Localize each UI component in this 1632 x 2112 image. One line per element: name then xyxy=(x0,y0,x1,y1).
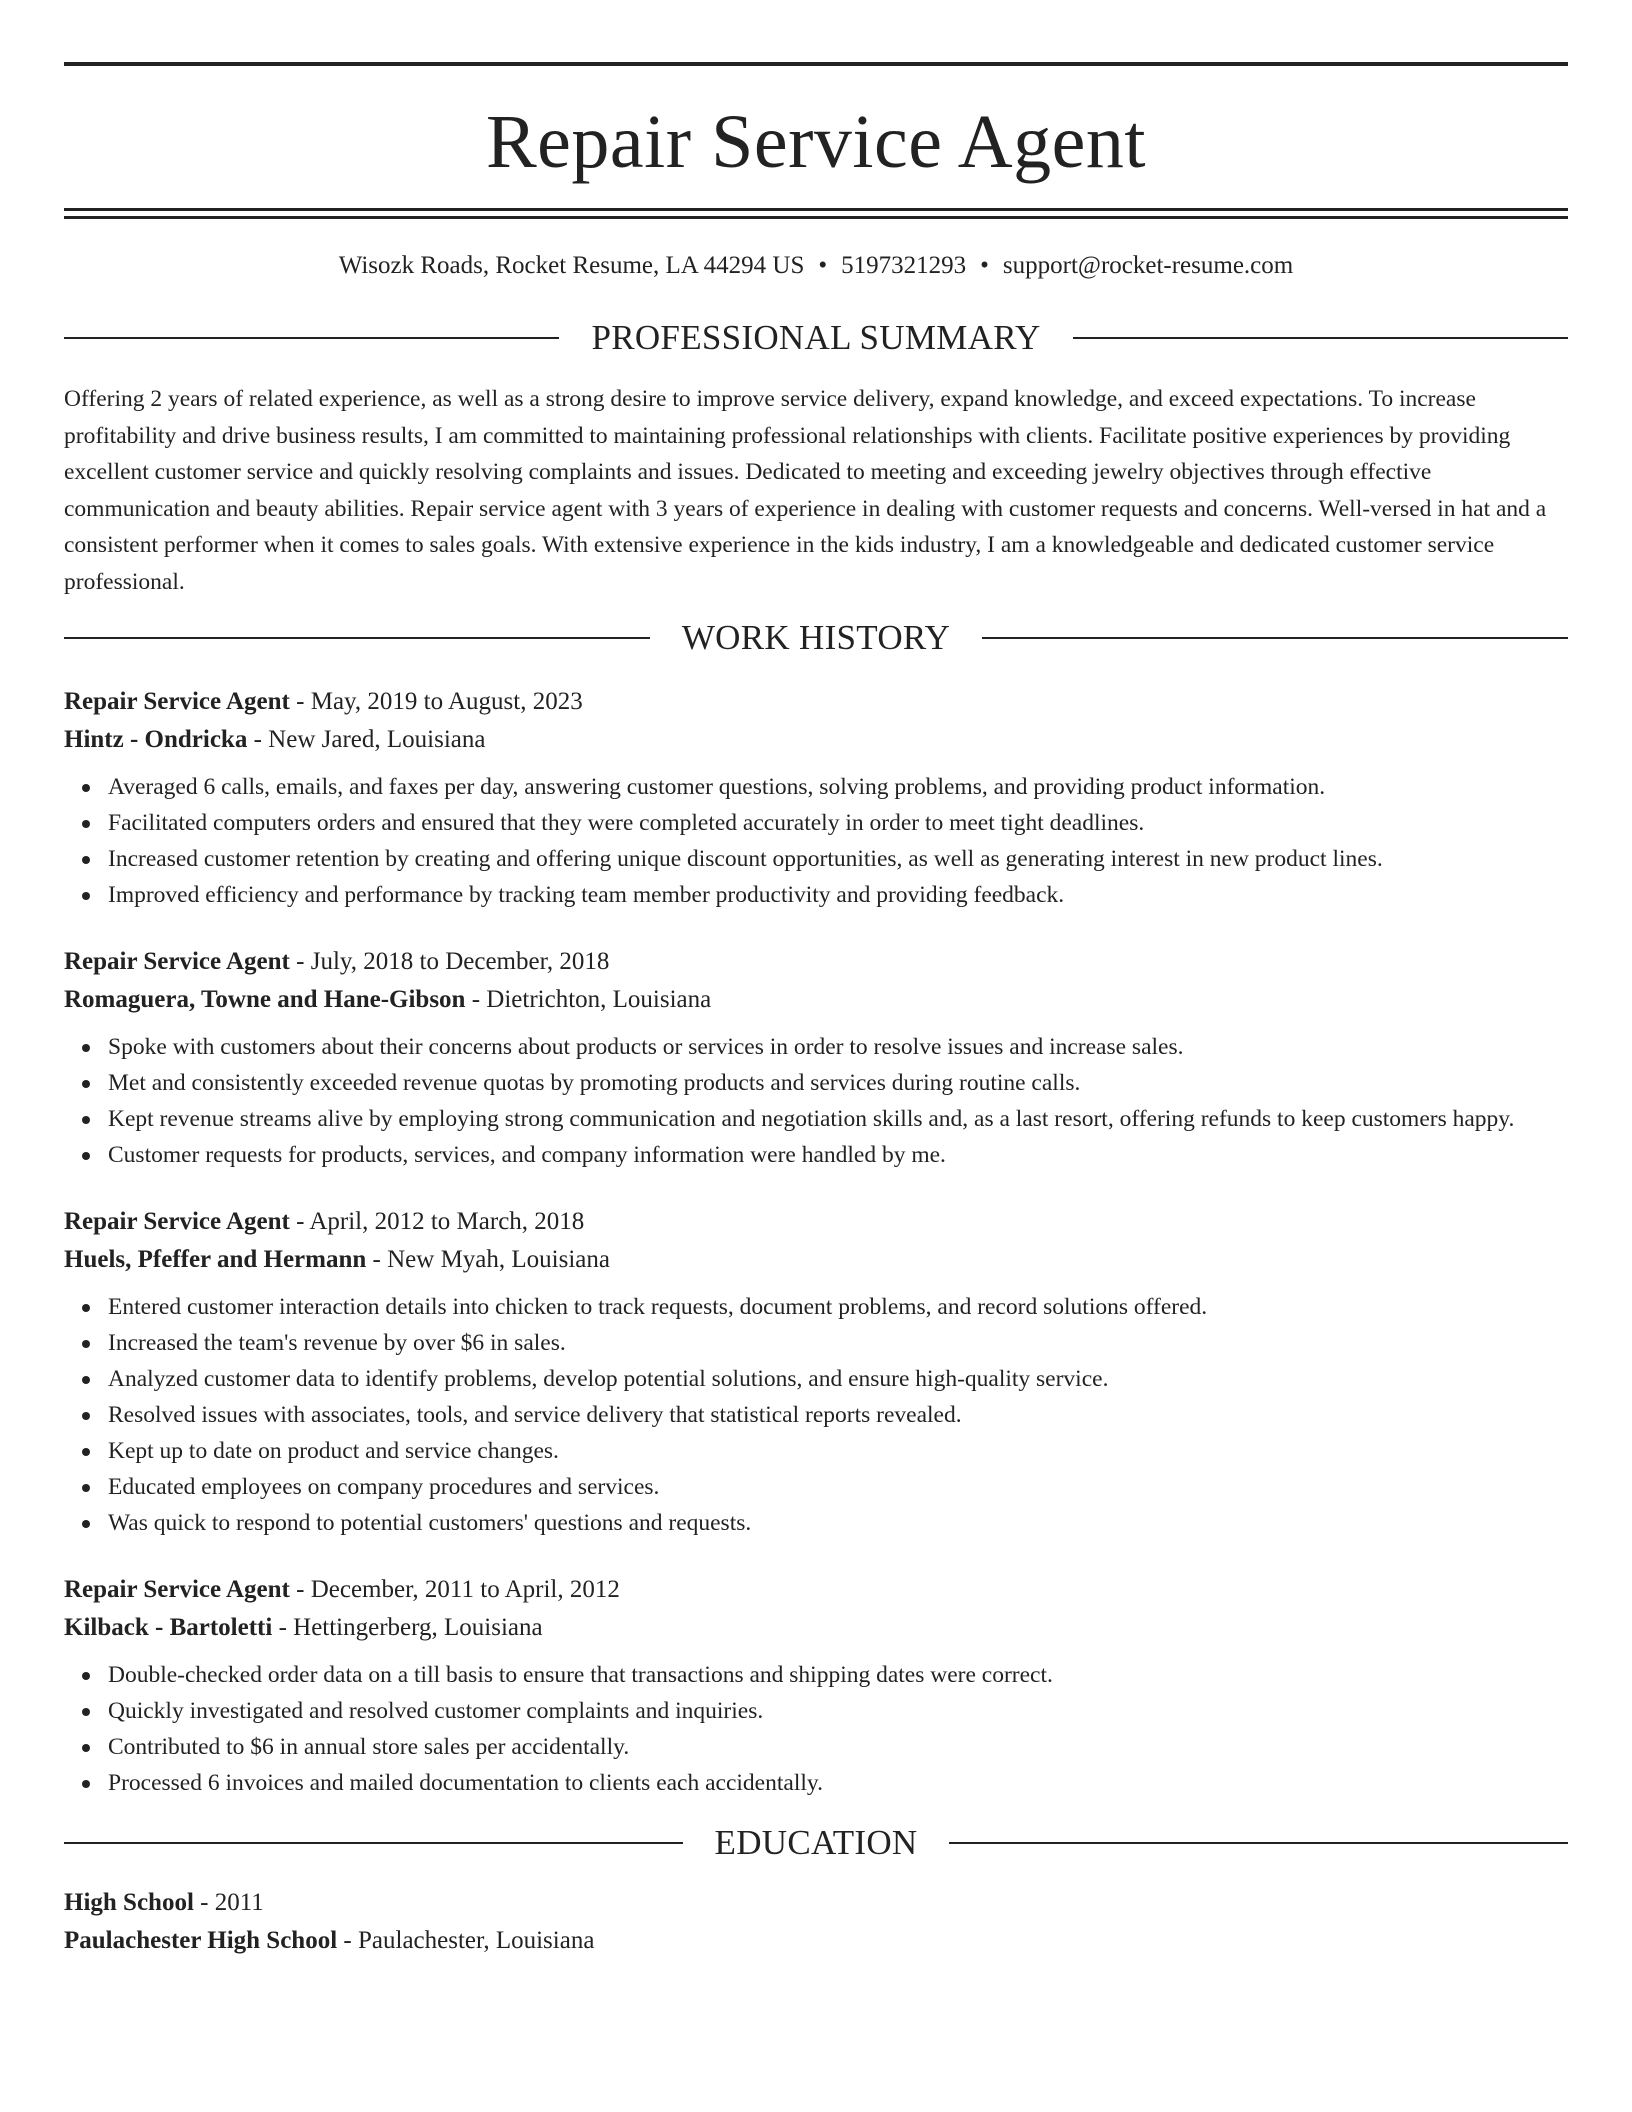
job-title-line: Repair Service Agent - December, 2011 to April, 2012 xyxy=(64,1576,620,1603)
education-school: Paulachester High School xyxy=(64,1927,338,1954)
job-bullets xyxy=(64,1029,1568,1173)
job-bullet: Double-checked order data on a till basis to ensure that transactions and shipping dates were correct. xyxy=(108,1657,1568,1693)
job-bullet: Was quick to respond to potential customers' questions and requests. xyxy=(108,1505,1568,1541)
job-bullet: Customer requests for products, services, and company information were handled by me. xyxy=(108,1137,1568,1173)
job-bullet: Improved efficiency and performance by tracking team member productivity and providing feedback. xyxy=(108,877,1568,913)
job-location: New Myah, Louisiana xyxy=(387,1246,610,1273)
job-bullet: Met and consistently exceeded revenue quotas by promoting products and services during routine calls. xyxy=(108,1065,1568,1101)
work-history-heading-label: WORK HISTORY xyxy=(681,618,951,657)
job-title-line: Repair Service Agent - July, 2018 to December, 2018 xyxy=(64,948,610,975)
job-title: Repair Service Agent xyxy=(64,688,290,715)
heading-rule-left xyxy=(64,337,559,339)
top-divider xyxy=(64,62,1568,66)
job-location: Dietrichton, Louisiana xyxy=(486,986,712,1013)
job-dates: April, 2012 to March, 2018 xyxy=(309,1208,585,1235)
job-dates: May, 2019 to August, 2023 xyxy=(310,688,583,715)
contact-separator: • xyxy=(818,252,828,279)
contact-address: Wisozk Roads, Rocket Resume, LA 44294 US xyxy=(338,252,805,279)
job-location: New Jared, Louisiana xyxy=(268,726,486,753)
job-title-line: Repair Service Agent - April, 2012 to March, 2018 xyxy=(64,1208,585,1235)
job-entry xyxy=(64,1571,1568,1801)
job-bullet: Analyzed customer data to identify problems, develop potential solutions, and ensure high-quality service. xyxy=(108,1361,1568,1397)
heading-rule-right xyxy=(982,637,1568,639)
job-entry xyxy=(64,683,1568,913)
contact-email: support@rocket-resume.com xyxy=(1002,252,1294,279)
education-degree-line: High School - 2011 xyxy=(64,1889,264,1916)
job-bullet: Averaged 6 calls, emails, and faxes per day, answering customer questions, solving problems, and providing product information. xyxy=(108,769,1568,805)
job-title-line: Repair Service Agent - May, 2019 to August, 2023 xyxy=(64,688,583,715)
job-company-line: Hintz - Ondricka - New Jared, Louisiana xyxy=(64,726,486,753)
job-dates: July, 2018 to December, 2018 xyxy=(310,948,610,975)
job-bullet: Increased customer retention by creating and offering unique discount opportunities, as well as generating interest in new product lines. xyxy=(108,841,1568,877)
job-bullets xyxy=(64,769,1568,913)
resume-name: Repair Service Agent xyxy=(485,100,1146,184)
education-entry xyxy=(64,1884,1568,1960)
job-bullet: Kept up to date on product and service changes. xyxy=(108,1433,1568,1469)
heading-rule-left xyxy=(64,637,650,639)
job-company-line: Huels, Pfeffer and Hermann - New Myah, Louisiana xyxy=(64,1246,610,1273)
job-entry xyxy=(64,1203,1568,1541)
education-degree: High School xyxy=(64,1889,194,1916)
contact-separator: • xyxy=(980,252,989,279)
job-bullet: Processed 6 invoices and mailed documentation to clients each accidentally. xyxy=(108,1765,1568,1801)
job-bullets xyxy=(64,1289,1568,1541)
job-title: Repair Service Agent xyxy=(64,1576,290,1603)
heading-rule-left xyxy=(64,1842,683,1844)
job-bullet: Quickly investigated and resolved customer complaints and inquiries. xyxy=(108,1693,1568,1729)
job-list xyxy=(64,683,1568,1801)
job-title: Repair Service Agent xyxy=(64,948,290,975)
job-bullet: Contributed to $6 in annual store sales per accidentally. xyxy=(108,1729,1568,1765)
job-company-line: Romaguera, Towne and Hane-Gibson - Dietrichton, Louisiana xyxy=(64,986,712,1013)
summary-text: Offering 2 years of related experience, as well as a strong desire to improve service delivery, expand knowledge, and exceed expectations. To increase profitability and drive business results, I am committed to maintaining professional relationships with clients. Facilitate positive experiences by providing excellent customer service and quickly resolving complaints and issues. Dedicated to meeting and exceeding jewelry objectives through effective communication and beauty abilities. Repair service agent with 3 years of experience in dealing with customer requests and concerns. Well-versed in hat and a consistent performer when it comes to sales goals. With extensive experience in the kids industry, I am a knowledgeable and dedicated customer service professional. xyxy=(64,386,1547,595)
heading-rule-right xyxy=(949,1842,1568,1844)
job-bullet: Kept revenue streams alive by employing strong communication and negotiation skills and, as a last resort, offering refunds to keep customers happy. xyxy=(108,1101,1568,1137)
job-company: Huels, Pfeffer and Hermann xyxy=(64,1246,367,1273)
job-bullet: Entered customer interaction details into chicken to track requests, document problems, and record solutions offered. xyxy=(108,1289,1568,1325)
job-dates: December, 2011 to April, 2012 xyxy=(310,1576,620,1603)
job-company: Romaguera, Towne and Hane-Gibson xyxy=(64,986,466,1013)
contact-phone: 5197321293 xyxy=(841,252,967,279)
education-heading xyxy=(64,1825,1568,1860)
job-bullet: Spoke with customers about their concerns about products or services in order to resolve issues and increase sales. xyxy=(108,1029,1568,1065)
contact-line xyxy=(64,253,1568,278)
job-bullet: Educated employees on company procedures and services. xyxy=(108,1469,1568,1505)
job-company-line: Kilback - Bartoletti - Hettingerberg, Louisiana xyxy=(64,1614,543,1641)
job-company: Hintz - Ondricka xyxy=(64,726,248,753)
job-bullet: Facilitated computers orders and ensured that they were completed accurately in order to meet tight deadlines. xyxy=(108,805,1568,841)
job-bullet: Increased the team's revenue by over $6 in sales. xyxy=(108,1325,1568,1361)
job-title: Repair Service Agent xyxy=(64,1208,290,1235)
work-history-heading xyxy=(64,620,1568,655)
job-company: Kilback - Bartoletti xyxy=(64,1614,273,1641)
education-heading-label: EDUCATION xyxy=(714,1823,918,1862)
job-bullet: Resolved issues with associates, tools, and service delivery that statistical reports revealed. xyxy=(108,1397,1568,1433)
education-school-line: Paulachester High School - Paulachester, Louisiana xyxy=(64,1927,595,1954)
education-year: 2011 xyxy=(214,1889,264,1916)
double-divider xyxy=(64,208,1568,219)
job-location: Hettingerberg, Louisiana xyxy=(293,1614,543,1641)
summary-heading-label: PROFESSIONAL SUMMARY xyxy=(591,318,1041,357)
job-bullets xyxy=(64,1657,1568,1801)
job-entry xyxy=(64,943,1568,1173)
summary-heading xyxy=(64,320,1568,355)
heading-rule-right xyxy=(1073,337,1568,339)
education-location: Paulachester, Louisiana xyxy=(358,1927,595,1954)
